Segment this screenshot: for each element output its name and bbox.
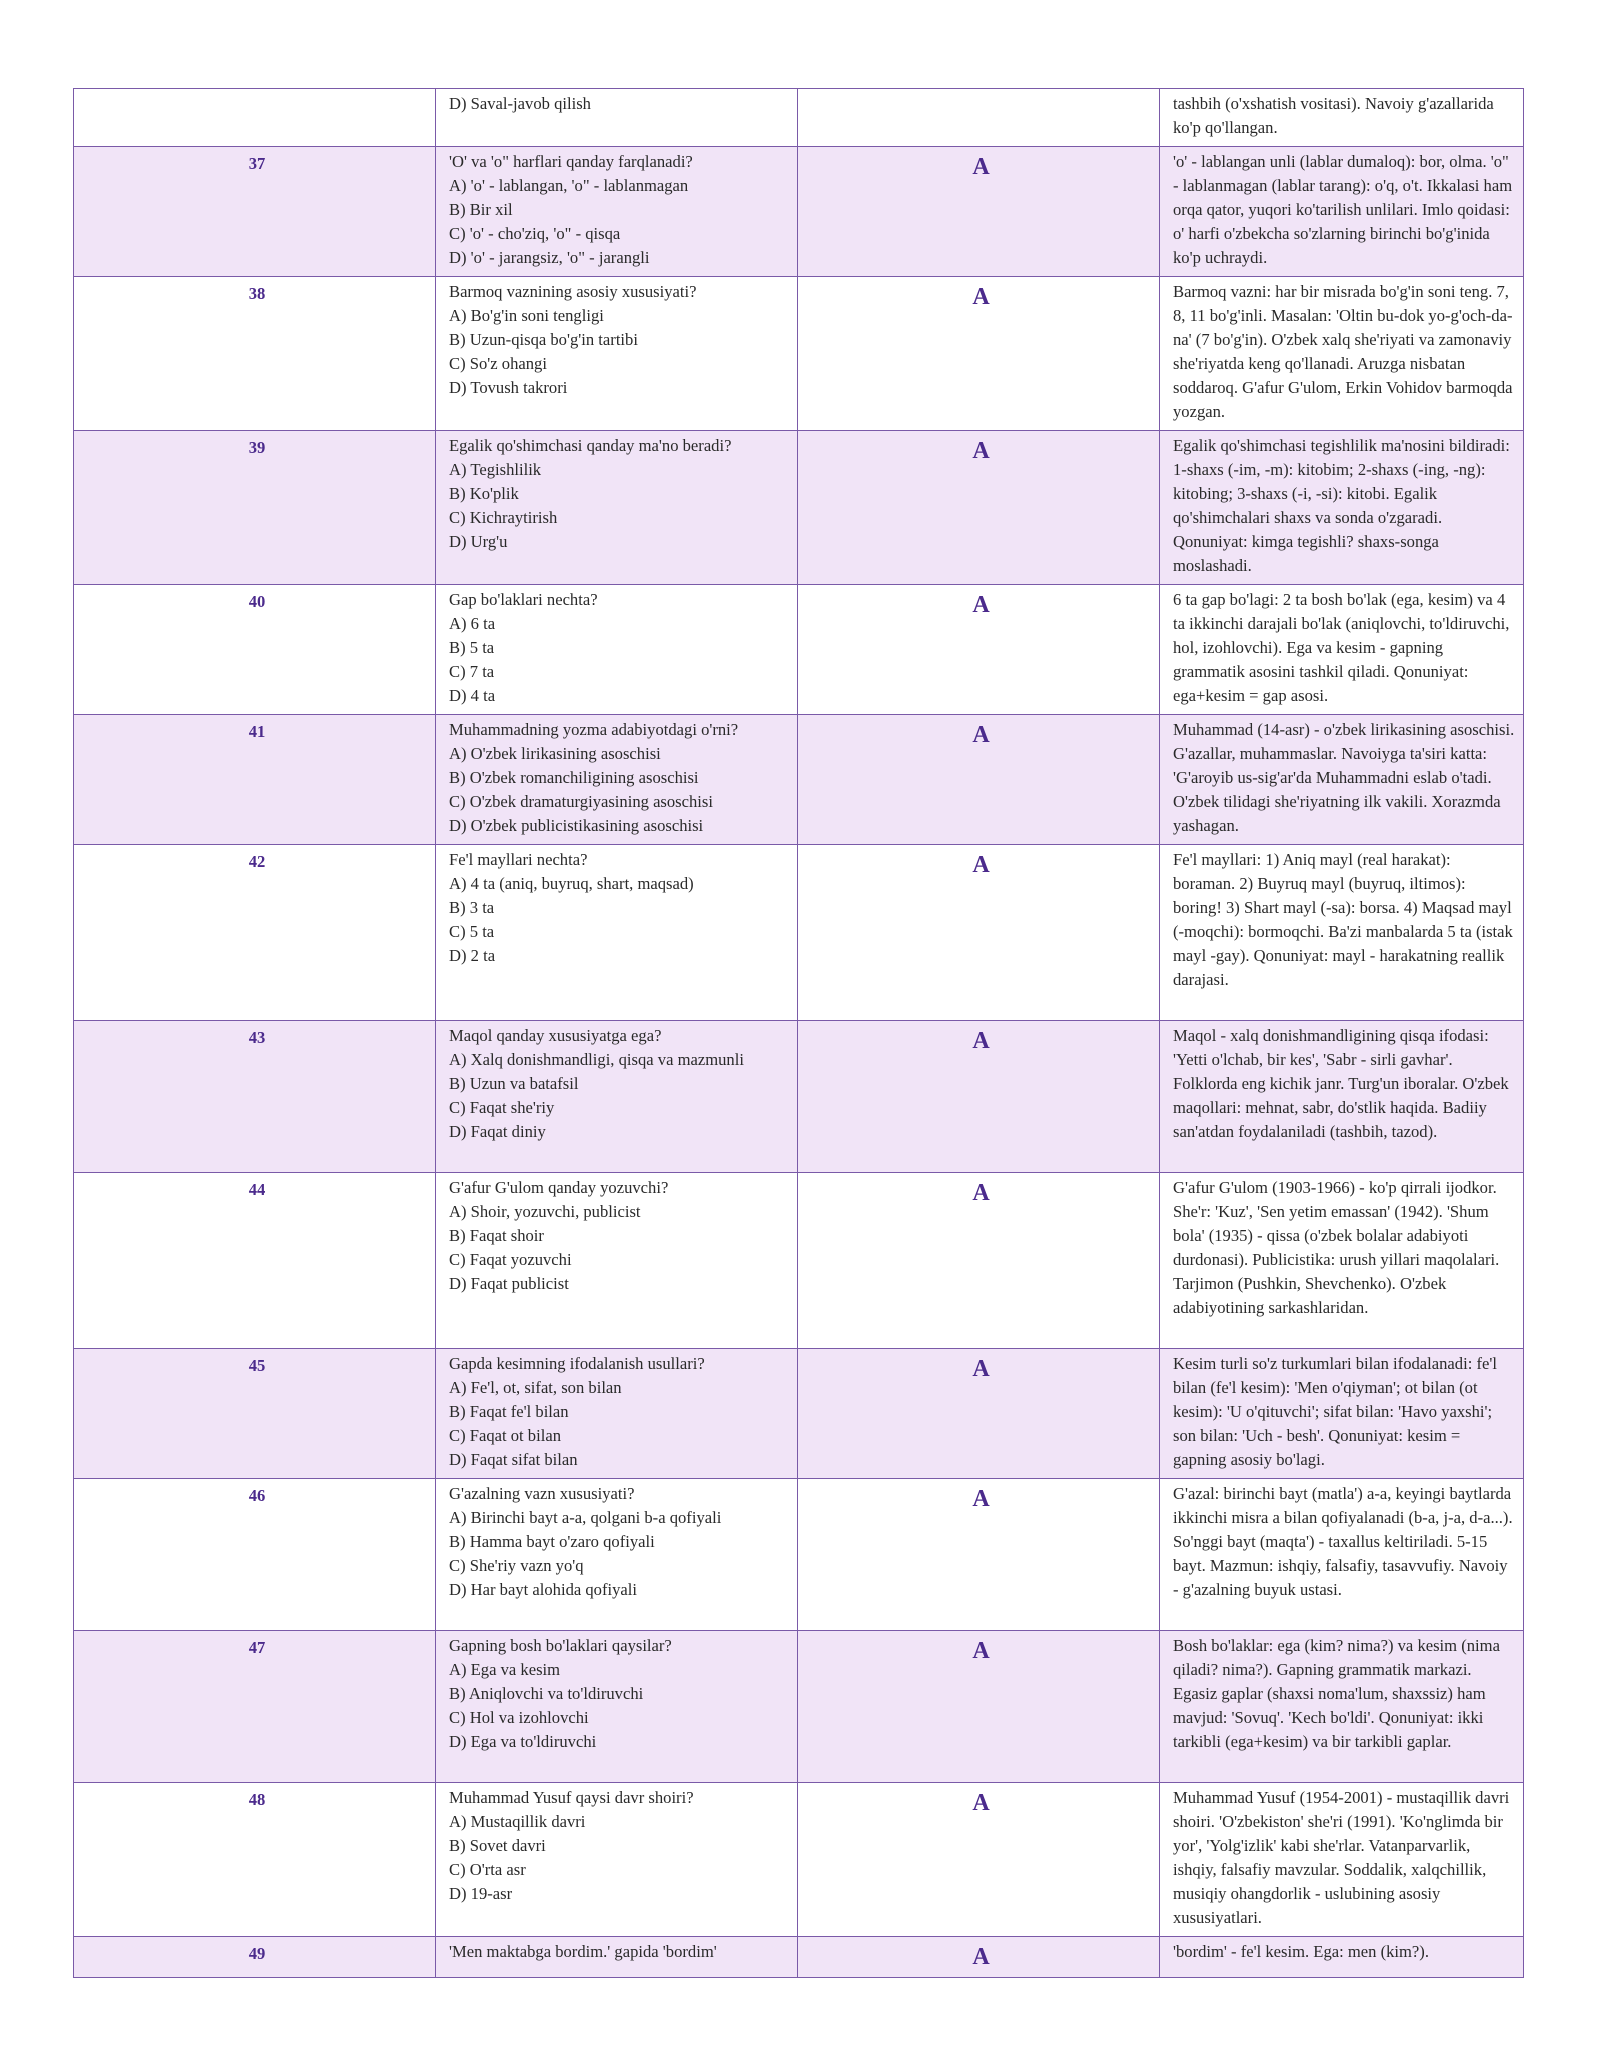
- answer-option: D) Tovush takrori: [449, 378, 568, 397]
- question-text: Gap bo'laklari nechta?: [449, 590, 598, 609]
- table-row: [74, 277, 1524, 431]
- answer-option: D) 19-asr: [449, 1884, 513, 1903]
- explanation: Kesim turli so'z turkumlari bilan ifodalanadi: fe'l bilan (fe'l kesim): 'Men o'qiyman'; ot bilan (ot kesim): 'U o'qituvchi'; sifat bilan: 'Havo yaxshi'; son bilan: 'Uch - besh'. Qonuniyat: kesim = gapning asosiy bo'lagi.: [1160, 1349, 1524, 1479]
- answer-option: D) O'zbek publicistikasining asoschisi: [449, 816, 704, 835]
- answer-option: B) 3 ta: [449, 898, 495, 917]
- explanation: Bosh bo'laklar: ega (kim? nima?) va kesim (nima qiladi? nima?). Gapning grammatik markazi. Egasiz gaplar (shaxsi noma'lum, shaxssiz) ham mavjud: 'Sovuq'. 'Kech bo'ldi'. Qonuniyat: ikki tarkibli (ega+kesim) va bir tarkibli gaplar.: [1160, 1631, 1524, 1783]
- table-row: [74, 431, 1524, 585]
- question-number: 44: [74, 1173, 436, 1349]
- answer-option: D) Faqat publicist: [449, 1274, 569, 1293]
- question-number: 45: [74, 1349, 436, 1479]
- answer-option: C) So'z ohangi: [449, 354, 547, 373]
- correct-answer: A: [798, 1479, 1160, 1631]
- question-number: 46: [74, 1479, 436, 1631]
- question-text: G'azalning vazn xususiyati?: [449, 1484, 635, 1503]
- question-number: 40: [74, 585, 436, 715]
- answer-option: C) She'riy vazn yo'q: [449, 1556, 584, 1575]
- correct-answer: A: [798, 1021, 1160, 1173]
- question-text: Muhammadning yozma adabiyotdagi o'rni?: [449, 720, 739, 739]
- answer-option: D) 'o' - jarangsiz, 'o" - jarangli: [449, 248, 650, 267]
- question-cell: [436, 1937, 798, 1978]
- table-row: [74, 1173, 1524, 1349]
- explanation: Muhammad Yusuf (1954-2001) - mustaqillik davri shoiri. 'O'zbekiston' she'ri (1991). 'Ko'nglimda bir yor', 'Yolg'izlik' kabi she'rlar. Vatanparvarlik, ishqiy, falsafiy mavzular. Soddalik, xalqchillik, musiqiy ohangdorlik - uslubining asosiy xususiyatlari.: [1160, 1783, 1524, 1937]
- question-text: Egalik qo'shimchasi qanday ma'no beradi?: [449, 436, 732, 455]
- answer-option: C) O'rta asr: [449, 1860, 526, 1879]
- question-cell: [436, 1173, 798, 1349]
- answer-option: A) Ega va kesim: [449, 1660, 561, 1679]
- question-text: Muhammad Yusuf qaysi davr shoiri?: [449, 1788, 694, 1807]
- question-cell: [436, 1021, 798, 1173]
- correct-answer: A: [798, 1783, 1160, 1937]
- correct-answer: A: [798, 1631, 1160, 1783]
- question-cell: [436, 845, 798, 1021]
- explanation: Barmoq vazni: har bir misrada bo'g'in soni teng. 7, 8, 11 bo'g'inli. Masalan: 'Oltin bu-dok yo-g'och-da-na' (7 bo'g'in). O'zbek xalq she'riyati va zamonaviy she'riyatda keng qo'llanadi. Aruzga nisbatan soddaroq. G'afur G'ulom, Erkin Vohidov barmoqda yozgan.: [1160, 277, 1524, 431]
- table-row: [74, 715, 1524, 845]
- answer-option: A) Mustaqillik davri: [449, 1812, 586, 1831]
- explanation: G'afur G'ulom (1903-1966) - ko'p qirrali ijodkor. She'r: 'Kuz', 'Sen yetim emassan' (1942). 'Shum bola' (1935) - qissa (o'zbek bolalar adabiyoti durdonasi). Publicistika: urush yillari maqolalari. Tarjimon (Pushkin, Shevchenko). O'zbek adabiyotining sarkashlaridan.: [1160, 1173, 1524, 1349]
- question-text: Gapning bosh bo'laklari qaysilar?: [449, 1636, 672, 1655]
- table-row: [74, 147, 1524, 277]
- table-row: [74, 1937, 1524, 1978]
- answer-option: A) 4 ta (aniq, buyruq, shart, maqsad): [449, 874, 694, 893]
- table-row: [74, 89, 1524, 147]
- table-row: [74, 1479, 1524, 1631]
- answer-option: D) Ega va to'ldiruvchi: [449, 1732, 597, 1751]
- answer-option: B) Uzun va batafsil: [449, 1074, 579, 1093]
- answer-option: B) Bir xil: [449, 200, 513, 219]
- correct-answer: A: [798, 431, 1160, 585]
- answer-option: B) Faqat shoir: [449, 1226, 544, 1245]
- question-text: Fe'l mayllari nechta?: [449, 850, 588, 869]
- question-cell: [436, 1783, 798, 1937]
- explanation: Maqol - xalq donishmandligining qisqa ifodasi: 'Yetti o'lchab, bir kes', 'Sabr - sirli gavhar'. Folklorda eng kichik janr. Turg'un iboralar. O'zbek maqollari: mehnat, sabr, do'stlik haqida. Badiiy san'atdan foydalaniladi (tashbih, tazod).: [1160, 1021, 1524, 1173]
- correct-answer: A: [798, 277, 1160, 431]
- answer-option: C) Faqat ot bilan: [449, 1426, 561, 1445]
- question-number: 47: [74, 1631, 436, 1783]
- correct-answer: [798, 89, 1160, 147]
- explanation: 6 ta gap bo'lagi: 2 ta bosh bo'lak (ega, kesim) va 4 ta ikkinchi darajali bo'lak (aniqlovchi, to'ldiruvchi, hol, izohlovchi). Ega va kesim - gapning grammatik asosini tashkil qiladi. Qonuniyat: ega+kesim = gap asosi.: [1160, 585, 1524, 715]
- question-number: 39: [74, 431, 436, 585]
- table-row: [74, 1021, 1524, 1173]
- explanation: Muhammad (14-asr) - o'zbek lirikasining asoschisi. G'azallar, muhammaslar. Navoiyga ta'siri katta: 'G'aroyib us-sig'ar'da Muhammadni eslab o'tadi. O'zbek tilidagi she'riyatning ilk vakili. Xorazmda yashagan.: [1160, 715, 1524, 845]
- answer-option: A) Xalq donishmandligi, qisqa va mazmunli: [449, 1050, 744, 1069]
- answer-option: A) Birinchi bayt a-a, qolgani b-a qofiyali: [449, 1508, 722, 1527]
- answer-option: A) 'o' - lablangan, 'o" - lablanmagan: [449, 176, 689, 195]
- answer-option: D) Urg'u: [449, 532, 508, 551]
- explanation: 'bordim' - fe'l kesim. Ega: men (kim?).: [1160, 1937, 1524, 1978]
- answer-option: B) O'zbek romanchiligining asoschisi: [449, 768, 699, 787]
- question-text: G'afur G'ulom qanday yozuvchi?: [449, 1178, 669, 1197]
- answer-option: B) Sovet davri: [449, 1836, 546, 1855]
- question-cell: [436, 585, 798, 715]
- correct-answer: A: [798, 1937, 1160, 1978]
- question-number: 37: [74, 147, 436, 277]
- answer-option: A) Tegishlilik: [449, 460, 542, 479]
- question-cell: [436, 431, 798, 585]
- answer-option: C) Faqat yozuvchi: [449, 1250, 572, 1269]
- question-text: D) Saval-javob qilish: [449, 94, 591, 113]
- answer-option: A) O'zbek lirikasining asoschisi: [449, 744, 661, 763]
- answer-option: B) Aniqlovchi va to'ldiruvchi: [449, 1684, 644, 1703]
- answer-option: C) O'zbek dramaturgiyasining asoschisi: [449, 792, 713, 811]
- question-cell: [436, 1631, 798, 1783]
- answer-option: B) Ko'plik: [449, 484, 519, 503]
- question-number: 43: [74, 1021, 436, 1173]
- explanation: Fe'l mayllari: 1) Aniq mayl (real harakat): boraman. 2) Buyruq mayl (buyruq, iltimos): boring! 3) Shart mayl (-sa): borsa. 4) Maqsad mayl (-moqchi): bormoqchi. Ba'zi manbalarda 5 ta (istak mayl -gay). Qonuniyat: mayl - harakatning reallik darajasi.: [1160, 845, 1524, 1021]
- question-number: 41: [74, 715, 436, 845]
- table-row: [74, 845, 1524, 1021]
- answer-option: C) Hol va izohlovchi: [449, 1708, 589, 1727]
- answer-option: D) Har bayt alohida qofiyali: [449, 1580, 638, 1599]
- answer-option: C) 'o' - cho'ziq, 'o" - qisqa: [449, 224, 621, 243]
- correct-answer: A: [798, 585, 1160, 715]
- answer-option: B) 5 ta: [449, 638, 495, 657]
- table-row: [74, 1631, 1524, 1783]
- question-text: 'Men maktabga bordim.' gapida 'bordim': [449, 1942, 717, 1961]
- question-cell: [436, 277, 798, 431]
- correct-answer: A: [798, 845, 1160, 1021]
- answer-option: C) 7 ta: [449, 662, 495, 681]
- answer-option: C) Kichraytirish: [449, 508, 558, 527]
- question-text: Gapda kesimning ifodalanish usullari?: [449, 1354, 705, 1373]
- answer-option: B) Faqat fe'l bilan: [449, 1402, 569, 1421]
- question-cell: [436, 147, 798, 277]
- answer-option: D) Faqat diniy: [449, 1122, 546, 1141]
- table-row: [74, 1349, 1524, 1479]
- question-number: 42: [74, 845, 436, 1021]
- explanation: tashbih (o'xshatish vositasi). Navoiy g'azallarida ko'p qo'llangan.: [1160, 89, 1524, 147]
- question-number: 38: [74, 277, 436, 431]
- correct-answer: A: [798, 147, 1160, 277]
- question-number: [74, 89, 436, 147]
- answer-option: B) Hamma bayt o'zaro qofiyali: [449, 1532, 655, 1551]
- correct-answer: A: [798, 1349, 1160, 1479]
- explanation: Egalik qo'shimchasi tegishlilik ma'nosini bildiradi: 1-shaxs (-im, -m): kitobim; 2-shaxs (-ing, -ng): kitobing; 3-shaxs (-i, -si): kitobi. Egalik qo'shimchalari shaxs va sonda o'zgaradi. Qonuniyat: kimga tegishli? shaxs-songa moslashadi.: [1160, 431, 1524, 585]
- question-cell: [436, 1479, 798, 1631]
- question-table: [73, 88, 1524, 1978]
- correct-answer: A: [798, 1173, 1160, 1349]
- question-text: Barmoq vaznining asosiy xususiyati?: [449, 282, 697, 301]
- answer-option: A) Fe'l, ot, sifat, son bilan: [449, 1378, 622, 1397]
- question-text: Maqol qanday xususiyatga ega?: [449, 1026, 662, 1045]
- answer-option: D) Faqat sifat bilan: [449, 1450, 578, 1469]
- question-cell: [436, 89, 798, 147]
- correct-answer: A: [798, 715, 1160, 845]
- answer-option: C) Faqat she'riy: [449, 1098, 555, 1117]
- answer-option: A) Shoir, yozuvchi, publicist: [449, 1202, 641, 1221]
- question-cell: [436, 715, 798, 845]
- answer-option: D) 2 ta: [449, 946, 496, 965]
- answer-option: C) 5 ta: [449, 922, 495, 941]
- answer-option: A) 6 ta: [449, 614, 496, 633]
- table-row: [74, 585, 1524, 715]
- explanation: 'o' - lablangan unli (lablar dumaloq): bor, olma. 'o" - lablanmagan (lablar tarang): o'q, o't. Ikkalasi ham orqa qator, yuqori ko'tarilish unlilari. Imlo qoidasi: o' harfi o'zbekcha so'zlarning birinchi bo'g'inida ko'p uchraydi.: [1160, 147, 1524, 277]
- table-row: [74, 1783, 1524, 1937]
- answer-option: D) 4 ta: [449, 686, 496, 705]
- question-number: 49: [74, 1937, 436, 1978]
- question-text: 'O' va 'o" harflari qanday farqlanadi?: [449, 152, 693, 171]
- explanation: G'azal: birinchi bayt (matla') a-a, keyingi baytlarda ikkinchi misra a bilan qofiyalanadi (b-a, j-a, d-a...). So'nggi bayt (maqta') - taxallus keltiriladi. 5-15 bayt. Mazmun: ishqiy, falsafiy, tasavvufiy. Navoiy - g'azalning buyuk ustasi.: [1160, 1479, 1524, 1631]
- question-cell: [436, 1349, 798, 1479]
- answer-option: B) Uzun-qisqa bo'g'in tartibi: [449, 330, 638, 349]
- answer-option: A) Bo'g'in soni tengligi: [449, 306, 604, 325]
- question-number: 48: [74, 1783, 436, 1937]
